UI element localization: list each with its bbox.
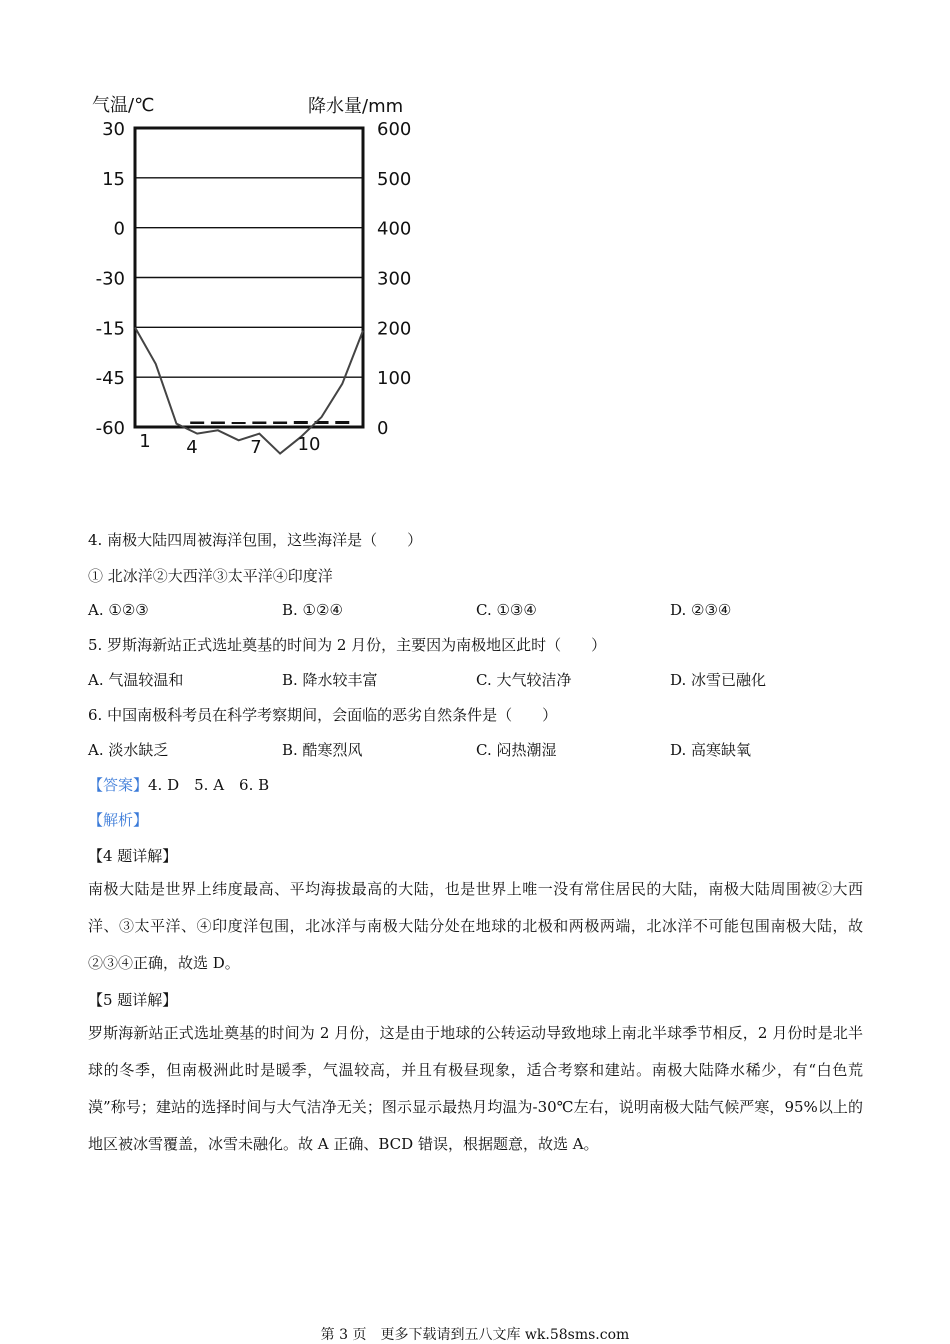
precipitation-bar [273,422,287,424]
q5-option-d: D. 冰雪已融化 [670,671,767,689]
left-tick-label: -30 [95,268,125,290]
answer-line [88,775,269,795]
left-tick-label: 0 [113,218,125,240]
left-tick-label: 30 [102,119,125,140]
q5-option-a: A. 气温较温和 [88,671,184,689]
left-tick-label: -60 [95,418,125,439]
right-tick-label: 500 [377,168,412,190]
q6-option-d: D. 高寒缺氧 [670,741,752,759]
left-axis-title: 气温/℃ [92,95,155,116]
left-tick-label: -45 [95,368,125,390]
q5-detail-label: 【5 题详解】 [88,991,178,1009]
q5-option-c: C. 大气较洁净 [476,671,572,689]
answer-text: 4. D 5. A 6. B [148,776,270,794]
q6-option-b: B. 酷寒烈风 [282,741,363,759]
q4-option-b: B. ①②④ [282,601,343,619]
question-4: 4. 南极大陆四周被海洋包围，这些海洋是（ ） [88,531,423,549]
precipitation-bar [294,421,308,424]
precipitation-bar [252,422,266,424]
q4-detail-label: 【4 题详解】 [88,847,178,865]
q5-detail-text: 罗斯海新站正式选址奠基的时间为 2 月份，这是由于地球的公转运动导致地球上南北半球季节相反，2 月份时是北半球的冬季，但南极洲此时是暖季，气温较高，并且有极昼现象，适合考察和建站。南极大陆降水稀少，有“白色荒漠”称号；建站的选择时间与大气洁净无关；图示显示最热月均温为-30℃左右，说明南极大陆气候严寒，95%以上的地区被冰雪覆盖，冰雪未融化。故 A 正确、BCD 错误，根据题意，故选 A。 [88,1024,863,1153]
right-tick-label: 600 [377,119,412,140]
left-tick-label: -15 [95,318,125,340]
right-tick-label: 200 [377,318,412,340]
x-tick-label: 4 [186,437,198,458]
x-tick-label: 10 [297,434,321,455]
q6-option-c: C. 闷热潮湿 [476,741,557,759]
question-4-list: ① 北冰洋②大西洋③太平洋④印度洋 [88,567,333,585]
analysis-label: 【解析】 [88,811,149,829]
q5-option-b: B. 降水较丰富 [282,671,378,689]
climate-chart [80,85,440,485]
right-axis-title: 降水量/mm [308,96,404,117]
q4-option-d: D. ②③④ [670,601,732,619]
q4-option-c: C. ①③④ [476,601,537,619]
temperature-line [135,327,363,453]
right-tick-label: 100 [377,368,412,390]
right-tick-label: 0 [377,418,389,439]
question-5: 5. 罗斯海新站正式选址奠基的时间为 2 月份，主要因为南极地区此时（ ） [88,636,607,654]
left-tick-label: 15 [102,168,125,190]
precipitation-bar [190,422,204,424]
q4-option-a: A. ①②③ [88,601,149,619]
right-tick-label: 400 [377,218,412,240]
q4-detail-text: 南极大陆是世界上纬度最高、平均海拔最高的大陆，也是世界上唯一没有常住居民的大陆，南极大陆周围被②大西洋、③太平洋、④印度洋包围，北冰洋与南极大陆分处在地球的北极和两极两端，北冰洋不可能包围南极大陆，故②③④正确，故选 D。 [88,880,863,972]
answer-label: 【答案】 [88,776,149,794]
q6-option-a: A. 淡水缺乏 [88,741,169,759]
precipitation-bar [335,421,349,424]
x-tick-label: 1 [139,431,151,452]
precipitation-bar [211,422,225,424]
question-6: 6. 中国南极科考员在科学考察期间，会面临的恶劣自然条件是（ ） [88,706,558,724]
page-footer: 第 3 页 更多下载请到五八文库 wk.58sms.com [320,1327,630,1343]
x-tick-label: 7 [250,437,262,458]
precipitation-bar [232,422,246,424]
right-tick-label: 300 [377,268,412,290]
climate-chart-svg [80,85,440,485]
